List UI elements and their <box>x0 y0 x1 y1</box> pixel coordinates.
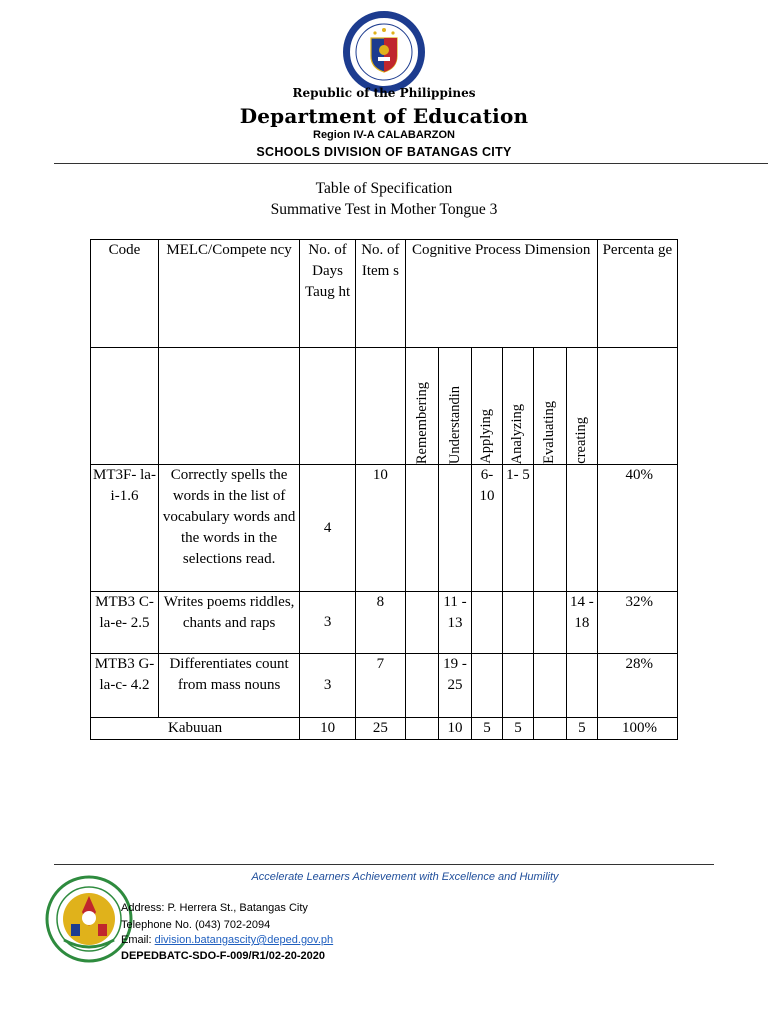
total-items: 25 <box>356 718 406 740</box>
header-divider <box>54 163 768 164</box>
total-applying: 5 <box>471 718 502 740</box>
row-creating <box>567 465 598 592</box>
row-applying <box>471 592 502 654</box>
row-code: MTB3 C-la-e- 2.5 <box>91 592 159 654</box>
analyzing-label: Analyzing <box>509 403 526 464</box>
email-label: Email: <box>121 934 155 946</box>
specification-table <box>90 239 678 740</box>
document-title: Table of Specification <box>315 180 453 197</box>
header-understanding <box>439 348 471 465</box>
deped-seal-icon <box>331 10 437 94</box>
row-days: 3 <box>300 592 356 654</box>
header-cognitive: Cognitive Process Dimension <box>405 240 597 348</box>
table-row <box>91 465 678 592</box>
row-evaluating <box>533 465 567 592</box>
header-items: No. of Item s <box>356 240 406 348</box>
total-remembering <box>405 718 439 740</box>
footer-telephone: Telephone No. (043) 702-2094 <box>121 919 271 931</box>
row-remembering <box>405 654 439 718</box>
header-code: Code <box>91 240 159 348</box>
row-melc: Correctly spells the words in the list of vocabulary words and the words in the selections read. <box>159 465 300 592</box>
row-days: 3 <box>300 654 356 718</box>
row-percentage: 28% <box>597 654 677 718</box>
region-heading: Region IV-A CALABARZON <box>313 129 455 141</box>
row-evaluating <box>533 592 567 654</box>
row-applying: 6- 10 <box>471 465 502 592</box>
total-understanding: 10 <box>439 718 471 740</box>
table-row <box>91 654 678 718</box>
total-row <box>91 718 678 740</box>
footer-divider <box>54 864 714 865</box>
header-applying <box>471 348 502 465</box>
footer-motto: Accelerate Learners Achievement with Excellence and Humility <box>251 871 559 883</box>
republic-heading: Republic of the Philippines <box>292 86 476 100</box>
blank-cell <box>91 348 159 465</box>
row-percentage: 32% <box>597 592 677 654</box>
table-row <box>91 592 678 654</box>
row-items: 10 <box>356 465 406 592</box>
row-creating <box>567 654 598 718</box>
blank-cell <box>300 348 356 465</box>
total-evaluating <box>533 718 567 740</box>
understanding-label: Understandin <box>446 385 463 464</box>
row-applying <box>471 654 502 718</box>
row-items: 7 <box>356 654 406 718</box>
email-link[interactable]: division.batangascity@deped.gov.ph <box>154 934 334 946</box>
header-analyzing <box>503 348 533 465</box>
footer-form-code: DEPEDBATC-SDO-F-009/R1/02-20-2020 <box>121 950 325 962</box>
row-percentage: 40% <box>597 465 677 592</box>
row-items: 8 <box>356 592 406 654</box>
total-percentage: 100% <box>597 718 677 740</box>
header-melc: MELC/Compete ncy <box>159 240 300 348</box>
creating-label: creating <box>573 417 590 464</box>
blank-cell <box>356 348 406 465</box>
row-remembering <box>405 592 439 654</box>
applying-label: Applying <box>478 409 495 464</box>
row-understanding: 19 - 25 <box>439 654 471 718</box>
header-creating <box>567 348 598 465</box>
blank-cell <box>597 348 677 465</box>
division-heading: SCHOOLS DIVISION OF BATANGAS CITY <box>256 145 512 159</box>
row-understanding: 11 - 13 <box>439 592 471 654</box>
row-melc: Differentiates count from mass nouns <box>159 654 300 718</box>
row-code: MTB3 G-la-c- 4.2 <box>91 654 159 718</box>
row-remembering <box>405 465 439 592</box>
total-days: 10 <box>300 718 356 740</box>
header-percentage: Percenta ge <box>597 240 677 348</box>
header-remembering <box>405 348 439 465</box>
header-days: No. of Days Taug ht <box>300 240 356 348</box>
header-evaluating <box>533 348 567 465</box>
footer-address: Address: P. Herrera St., Batangas City <box>121 902 308 914</box>
row-evaluating <box>533 654 567 718</box>
row-analyzing <box>503 592 533 654</box>
blank-cell <box>159 348 300 465</box>
row-days: 4 <box>300 465 356 592</box>
row-analyzing: 1- 5 <box>503 465 533 592</box>
remembering-label: Remembering <box>413 381 430 464</box>
row-analyzing <box>503 654 533 718</box>
row-creating: 14 - 18 <box>567 592 598 654</box>
department-heading: Department of Education <box>239 104 529 128</box>
row-melc: Writes poems riddles, chants and raps <box>159 592 300 654</box>
total-analyzing: 5 <box>503 718 533 740</box>
footer-email-line <box>121 934 333 946</box>
document-subtitle: Summative Test in Mother Tongue 3 <box>270 201 498 218</box>
evaluating-label: Evaluating <box>541 401 558 464</box>
row-code: MT3F- la-i-1.6 <box>91 465 159 592</box>
row-understanding <box>439 465 471 592</box>
total-creating: 5 <box>567 718 598 740</box>
total-label: Kabuuan <box>91 718 300 740</box>
